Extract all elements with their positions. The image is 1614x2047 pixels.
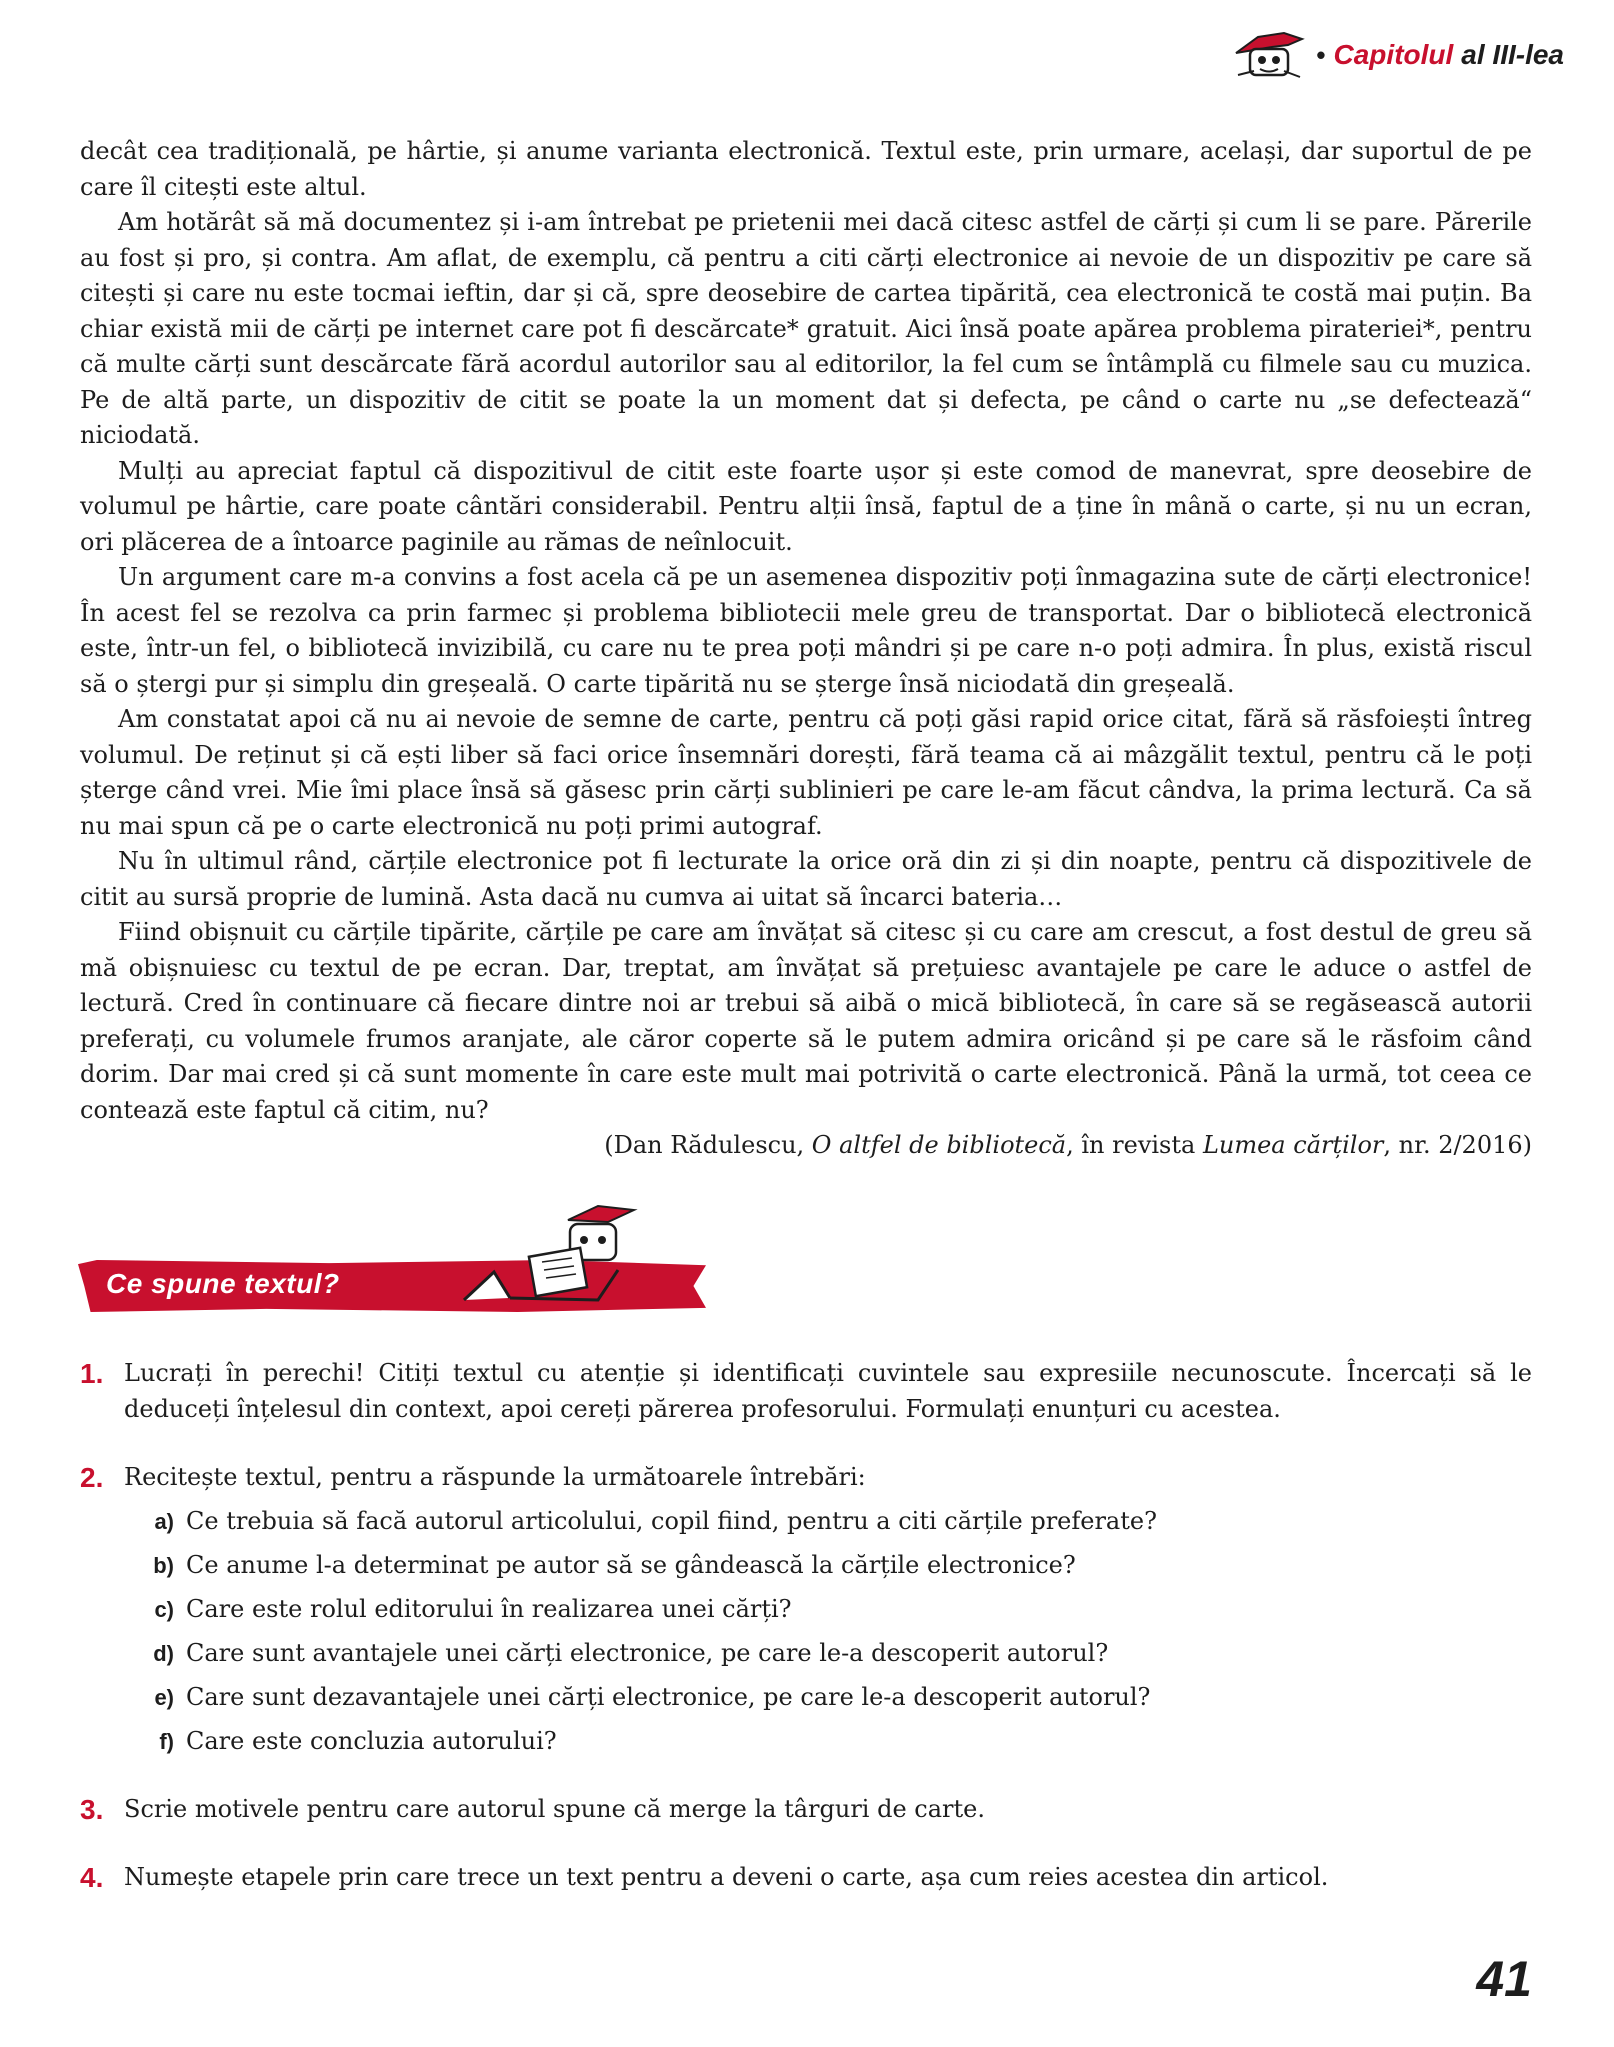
article-paragraph: decât cea tradițională, pe hârtie, și anume varianta electronică. Textul este, prin urmare, același, dar suportul de pe care îl citești este altul.	[80, 137, 1532, 201]
article-paragraph: Nu în ultimul rând, cărțile electronice pot fi lecturate la orice oră din zi și din noapte, pentru că dispozitivele de citit au sursă proprie de lumină. Asta dacă nu cumva ai uitat să încarci bateria…	[80, 847, 1532, 911]
subquestion-letter: e)	[154, 1684, 174, 1710]
subquestion-item	[152, 1548, 1532, 1583]
subquestion-text: Care sunt avantajele unei cărți electronice, pe care le-a descoperit autorul?	[186, 1638, 1109, 1667]
question-text: Scrie motivele pentru care autorul spune că merge la târguri de carte.	[124, 1794, 985, 1823]
subquestion-list	[152, 1504, 1532, 1759]
citation-connector: , în revista	[1066, 1131, 1203, 1159]
questions-list	[80, 1356, 1532, 1929]
header-bullet: •	[1316, 39, 1326, 70]
question-item	[80, 1460, 1532, 1759]
mascot-icon	[1228, 25, 1308, 85]
subquestion-item	[152, 1592, 1532, 1627]
subquestion-text: Ce anume l-a determinat pe autor să se gândească la cărțile electronice?	[186, 1550, 1076, 1579]
source-citation	[80, 1128, 1532, 1164]
article-paragraph: Fiind obișnuit cu cărțile tipărite, cărțile pe care am învățat să citesc și cu care am crescut, a fost destul de greu să mă obișnuiesc cu textul de pe ecran. Dar, treptat, am învățat să prețuiesc avantajele pe care le aduce o astfel de lectură. Cred în continuare că fiecare dintre noi ar trebui să aibă o mică bibliotecă, în care să se regăsească autorii preferați, cu volumele frumos aranjate, ale căror coperte să le putem admira oricând și pe care să le răsfoim când dorim. Dar mai cred și că sunt momente în care este mult mai potrivită o carte electronică. Până la urmă, tot ceea ce contează este faptul că citim, nu?	[80, 918, 1532, 1124]
question-text: Numește etapele prin care trece un text pentru a deveni o carte, așa cum reies acestea din articol.	[124, 1863, 1329, 1891]
subquestion-letter: f)	[159, 1728, 174, 1754]
question-item	[80, 1792, 1532, 1828]
question-number: 4.	[80, 1862, 104, 1893]
subquestion-text: Ce trebuia să facă autorul articolului, copil fiind, pentru a citi cărțile preferate?	[186, 1506, 1157, 1535]
question-number: 3.	[80, 1793, 104, 1825]
article-paragraph: Am constatat apoi că nu ai nevoie de semne de carte, pentru că poți găsi rapid orice citat, fără să răsfoiești întreg volumul. De reținut și că ești liber să faci orice însemnări dorești, fără teama că ai mâzgălit textul, pentru că le poți șterge când vrei. Mie îmi place însă să găsesc prin cărți sublinieri pe care le-am făcut cândva, la prima lectură. Ca să nu mai spun că pe o carte electronică nu poți primi autograf.	[80, 705, 1532, 840]
subquestion-item	[152, 1680, 1532, 1715]
question-item	[80, 1860, 1532, 1896]
subquestion-letter: d)	[153, 1640, 174, 1666]
question-text: Recitește textul, pentru a răspunde la următoarele întrebări:	[124, 1463, 866, 1491]
article-text	[80, 134, 1532, 1164]
subquestion-item	[152, 1504, 1532, 1539]
subquestion-letter: b)	[153, 1552, 174, 1578]
subquestion-text: Care sunt dezavantajele unei cărți electronice, pe care le-a descoperit autorul?	[186, 1682, 1151, 1711]
article-paragraph: Un argument care m-a convins a fost acela că pe un asemenea dispozitiv poți înmagazina sute de cărți electronice! În acest fel se rezolva ca prin farmec și problema bibliotecii mele greu de transportat. Dar o bibliotecă electronică este, într-un fel, o bibliotecă invizibilă, cu care nu te prea poți mândri și pe care n-o poți admira. În plus, există riscul să o ștergi pur și simplu din greșeală. O carte tipărită nu se șterge însă niciodată din greșeală.	[80, 563, 1532, 698]
citation-author: (Dan Rădulescu,	[604, 1131, 812, 1159]
page-number: 41	[1476, 1951, 1532, 2007]
subquestion-letter: a)	[154, 1508, 174, 1534]
subquestion-item	[152, 1636, 1532, 1671]
subquestion-letter: c)	[154, 1596, 174, 1622]
citation-issue: , nr. 2/2016)	[1383, 1131, 1532, 1159]
subquestion-text: Care este concluzia autorului?	[186, 1726, 557, 1755]
section-title: Ce spune textul?	[106, 1268, 340, 1299]
chapter-word: Capitolul	[1333, 39, 1454, 70]
article-paragraph: Mulți au apreciat faptul că dispozitivul de citit este foarte ușor și este comod de manevrat, spre deosebire de volumul pe hârtie, care poate cântări considerabil. Pentru alții însă, faptul de a ține în mână o carte, și nu un ecran, ori plăcerea de a întoarce paginile au rămas de neînlocuit.	[80, 456, 1532, 556]
question-number: 2.	[80, 1462, 104, 1493]
page-header	[1228, 20, 1564, 90]
citation-magazine: Lumea cărților	[1202, 1131, 1384, 1159]
article-paragraph: Am hotărât să mă documentez și i-am întrebat pe prietenii mei dacă citesc astfel de cărți și cum li se pare. Părerile au fost și pro, și contra. Am aflat, de exemplu, că pentru a citi cărți electronice ai nevoie de un dispozitiv pe care să citești și care nu este tocmai ieftin, dar și că, spre deosebire de cartea tipărită, cea electronică te costă mai puțin. Ba chiar există mii de cărți pe internet care pot fi descărcate* gratuit. Aici însă poate apărea problema pirateriei*, pentru că multe cărți sunt descărcate fără acordul autorilor sau al editorilor, la fel cum se întâmplă cu filmele sau cu muzica. Pe de altă parte, un dispozitiv de citit se poate la un moment dat și defecta, pe când o carte nu „se defectează“ niciodată.	[80, 208, 1532, 449]
chapter-number: al III-lea	[1461, 39, 1564, 70]
subquestion-item	[152, 1724, 1532, 1759]
question-item	[80, 1356, 1532, 1427]
question-text: Lucrați în perechi! Citiți textul cu atenție și identificați cuvintele sau expresiile necunoscute. Încercați să le deduceți înțelesul din context, apoi cereți părerea profesorului. Formulați enunțuri cu acestea.	[124, 1359, 1532, 1423]
reading-mascot-icon	[458, 1200, 648, 1312]
subquestion-text: Care este rolul editorului în realizarea unei cărți?	[186, 1594, 792, 1623]
citation-article-title: O altfel de bibliotecă	[811, 1131, 1067, 1159]
question-number: 1.	[80, 1358, 104, 1389]
section-banner	[78, 1200, 718, 1320]
